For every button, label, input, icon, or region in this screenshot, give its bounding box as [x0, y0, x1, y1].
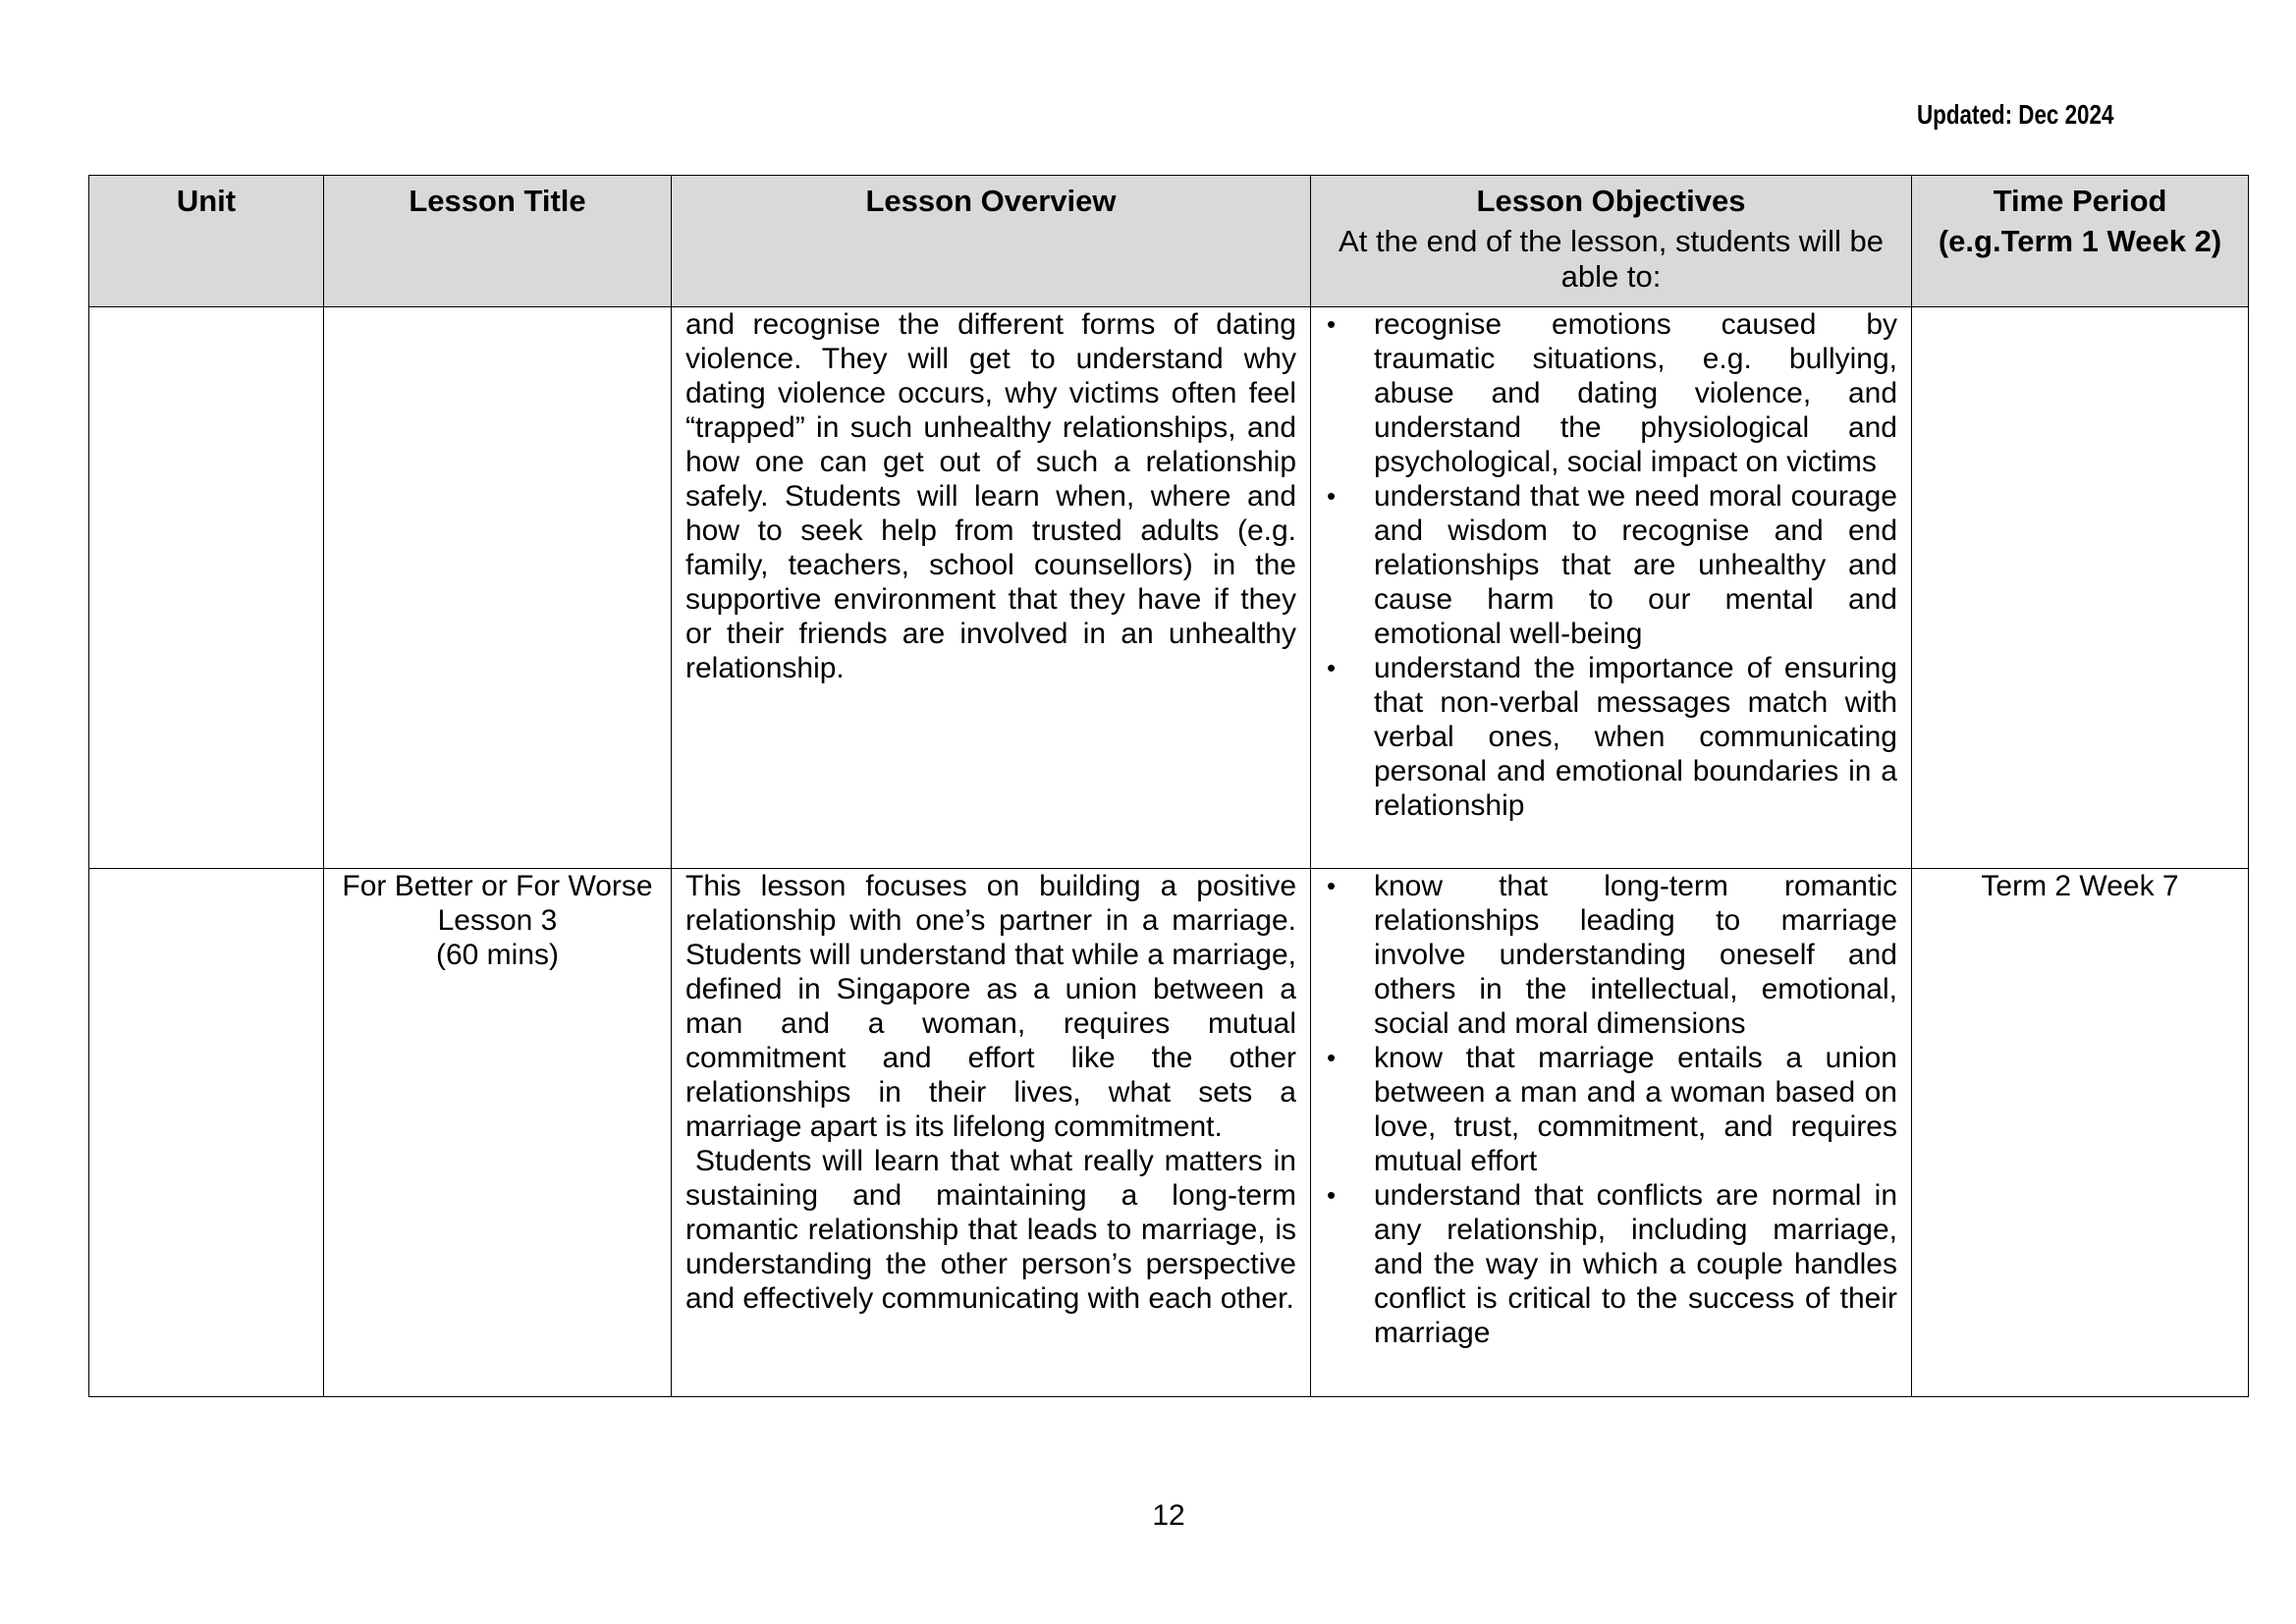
table-row — [89, 307, 2249, 869]
overview-paragraph: This lesson focuses on building a positive relationship with one’s partner in a marriage. Students will understand that while a marriage, defined in Singapore as a union between a man and a woman, requires mutual commitment and effort like the other relationships in their lives, what sets a marriage apart is its lifelong commitment. — [685, 870, 1297, 1143]
page-number: 12 — [1152, 1499, 1185, 1532]
lesson-overview-cell — [672, 307, 1311, 869]
column-header-lesson-objectives — [1311, 176, 1912, 307]
unit-cell — [89, 869, 324, 1397]
objectives-header-title: Lesson Objectives — [1476, 184, 1746, 218]
objectives-list — [1325, 869, 1897, 1350]
time-period-header-example: (e.g.Term 1 Week 2) — [1938, 224, 2222, 258]
objective-item: • know that marriage entails a union between a man and a woman based on love, trust, commitment, and requires mutual effort — [1374, 1041, 1897, 1178]
lesson-overview-cell — [672, 869, 1311, 1397]
objective-item: • understand that conflicts are normal in any relationship, including marriage, and the way in which a couple handles conflict is critical to the success of their marriage — [1374, 1178, 1897, 1350]
lesson-plan-table — [88, 175, 2249, 1397]
lesson-title-number: Lesson 3 — [437, 904, 558, 937]
objective-item: • understand the importance of ensuring that non-verbal messages match with verbal ones, when communicating personal and emotional boundaries in a relationship — [1374, 651, 1897, 823]
overview-paragraph: Students will learn that what really matters in sustaining and maintaining a long-term romantic relationship that leads to marriage, is understanding the other person’s perspective and effectively communicating with each other. — [685, 1145, 1296, 1315]
updated-date: Updated: Dec 2024 — [1917, 99, 2114, 130]
overview-paragraph: and recognise the different forms of dating violence. They will get to understand why dating violence occurs, why victims often feel “trapped” in such unhealthy relationships, and how one can get out of such a relationship safely. Students will learn when, where and how to seek help from trusted adults (e.g. family, teachers, school counsellors) in the supportive environment that they have if they or their friends are involved in an unhealthy relationship. — [685, 308, 1296, 684]
column-header-lesson-overview: Lesson Overview — [672, 176, 1311, 307]
time-period-header-title: Time Period — [1993, 184, 2167, 218]
objectives-list — [1325, 307, 1897, 823]
lesson-title-cell — [324, 307, 672, 869]
time-period-cell — [1912, 307, 2249, 869]
table-row — [89, 869, 2249, 1397]
column-header-lesson-title: Lesson Title — [324, 176, 672, 307]
unit-cell — [89, 307, 324, 869]
objective-item: • recognise emotions caused by traumatic situations, e.g. bullying, abuse and dating violence, and understand the physiological and psychological, social impact on victims — [1374, 307, 1897, 479]
lesson-objectives-cell — [1311, 869, 1912, 1397]
lesson-title-duration: (60 mins) — [435, 939, 560, 971]
lesson-title-cell — [324, 869, 672, 1397]
lesson-objectives-cell — [1311, 307, 1912, 869]
table-header-row — [89, 176, 2249, 307]
time-period-cell: Term 2 Week 7 — [1912, 869, 2249, 1397]
objectives-header-subtitle: At the end of the lesson, students will be able to: — [1339, 224, 1884, 294]
objective-item: • know that long-term romantic relationships leading to marriage involve understanding oneself and others in the intellectual, emotional, social and moral dimensions — [1374, 869, 1897, 1041]
objective-item: • understand that we need moral courage and wisdom to recognise and end relationships that are unhealthy and cause harm to our mental and emotional well-being — [1374, 479, 1897, 651]
lesson-title-name: For Better or For Worse — [342, 870, 653, 902]
column-header-unit: Unit — [89, 176, 324, 307]
column-header-time-period — [1912, 176, 2249, 307]
